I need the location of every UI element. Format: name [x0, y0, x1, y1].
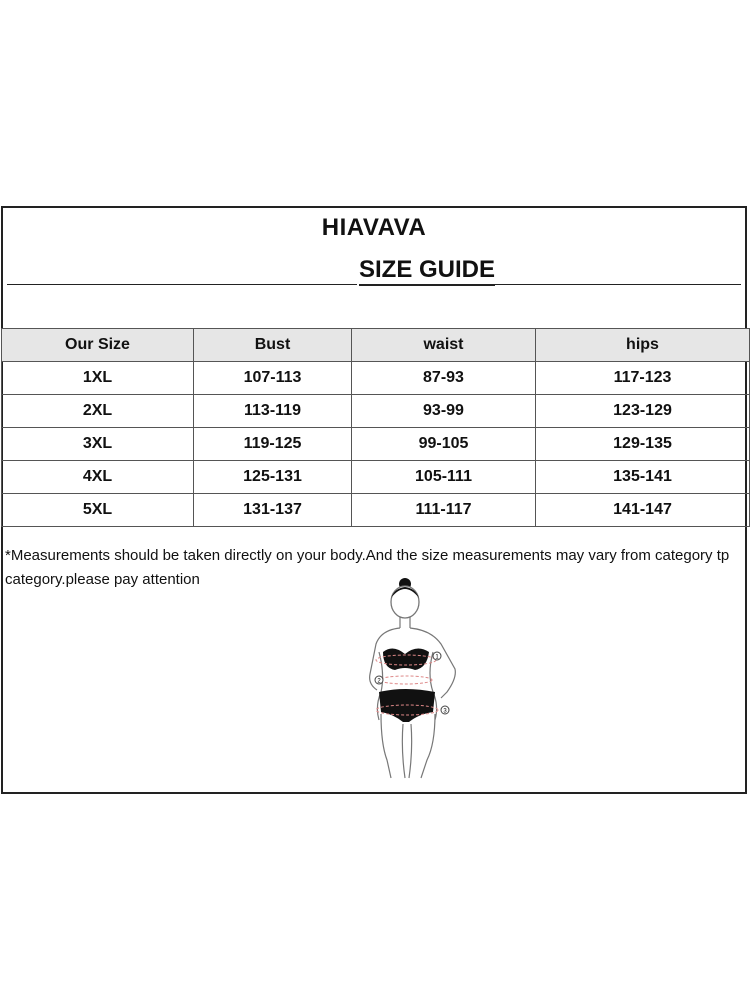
cell-waist: 87-93	[352, 362, 536, 395]
header-waist: waist	[352, 329, 536, 362]
cell-waist: 99-105	[352, 428, 536, 461]
marker-2-label: 2	[377, 678, 381, 685]
cell-bust: 119-125	[194, 428, 352, 461]
cell-size: 1XL	[2, 362, 194, 395]
cell-hips: 123-129	[536, 395, 750, 428]
cell-waist: 111-117	[352, 494, 536, 527]
size-guide-title: SIZE GUIDE	[359, 256, 495, 286]
table-header-row	[2, 329, 750, 362]
cell-hips: 117-123	[536, 362, 750, 395]
cell-bust: 107-113	[194, 362, 352, 395]
table-row	[2, 428, 750, 461]
table-row	[2, 395, 750, 428]
cell-size: 2XL	[2, 395, 194, 428]
cell-bust: 131-137	[194, 494, 352, 527]
cell-bust: 125-131	[194, 461, 352, 494]
marker-1-label: 1	[435, 654, 439, 661]
size-guide-panel	[1, 206, 747, 794]
cell-waist: 93-99	[352, 395, 536, 428]
cell-hips: 135-141	[536, 461, 750, 494]
cell-waist: 105-111	[352, 461, 536, 494]
cell-size: 4XL	[2, 461, 194, 494]
table-row	[2, 362, 750, 395]
cell-hips: 129-135	[536, 428, 750, 461]
body-measurement-diagram-icon	[365, 574, 469, 780]
header-our-size: Our Size	[2, 329, 194, 362]
size-table	[1, 328, 750, 527]
header-bust: Bust	[194, 329, 352, 362]
size-guide-title-row	[7, 256, 741, 288]
title-rule-left	[7, 284, 357, 285]
table-row	[2, 461, 750, 494]
marker-3-label: 3	[443, 708, 447, 715]
title-rule-right	[493, 284, 741, 285]
header-hips: hips	[536, 329, 750, 362]
cell-hips: 141-147	[536, 494, 750, 527]
cell-size: 3XL	[2, 428, 194, 461]
brand-name: HIAVAVA	[321, 214, 427, 241]
measurement-note: *Measurements should be taken directly on your body.And the size measurements may vary from category tp category.please pay attention	[5, 547, 730, 588]
cell-bust: 113-119	[194, 395, 352, 428]
cell-size: 5XL	[2, 494, 194, 527]
table-row	[2, 494, 750, 527]
